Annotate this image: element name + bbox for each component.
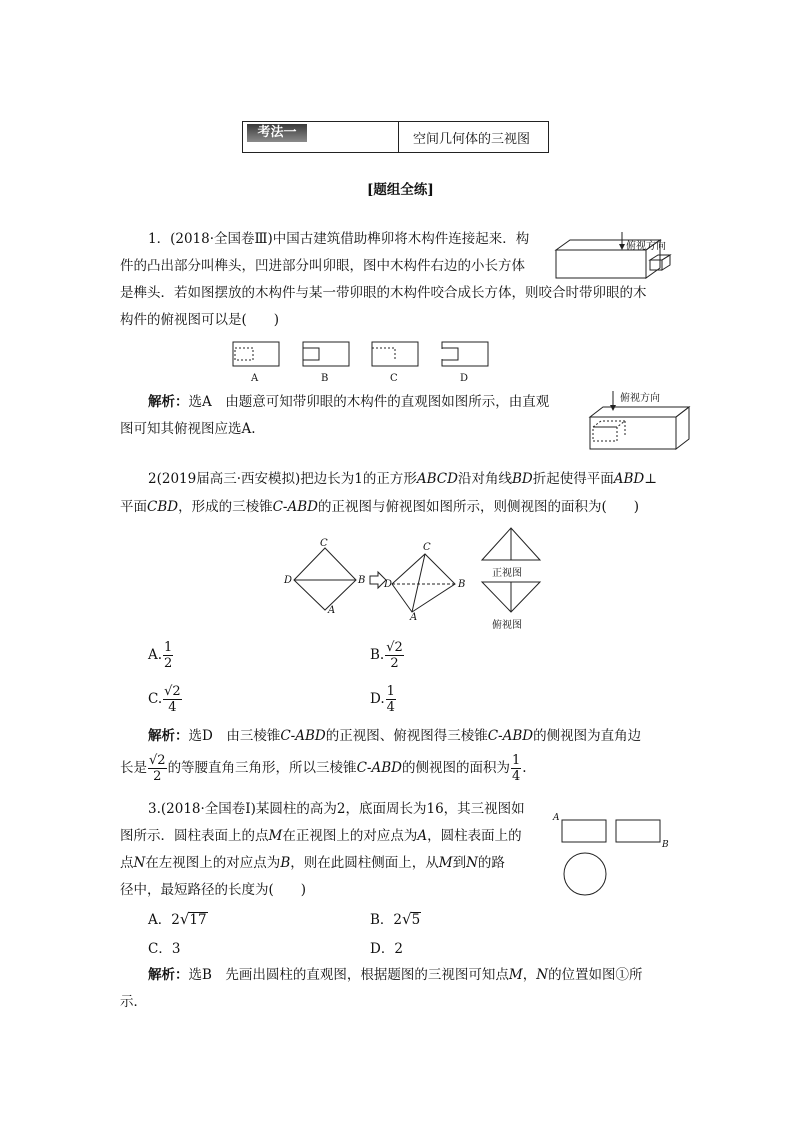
q3-line2: 图所示．圆柱表面上的点M在正视图上的对应点为A，圆柱表面上的 bbox=[120, 828, 522, 844]
q1-choice-figures bbox=[225, 340, 495, 370]
q2-pt-b2: B bbox=[458, 579, 466, 590]
top-view-triangle bbox=[482, 582, 540, 612]
q2-option-d: D. $\frac{1}{4}$ bbox=[370, 684, 395, 715]
q2-pt-a1: A bbox=[328, 605, 336, 616]
q3-fig-point-a: A bbox=[553, 813, 560, 823]
q2-pt-a2: A bbox=[410, 612, 418, 623]
q1-choice-d-label: D bbox=[460, 373, 469, 384]
method-label-tab bbox=[247, 124, 307, 142]
q3-line3: 点N在左视图上的对应点为B，则在此圆柱侧面上，从M到N的路 bbox=[120, 855, 505, 871]
q2-option-a: A. $\frac{1}{2}$ bbox=[148, 640, 173, 671]
method-label: 考法一 bbox=[257, 125, 297, 140]
q1-line4: 构件的俯视图可以是( ) bbox=[120, 312, 280, 328]
section-title: [题组全练] bbox=[367, 182, 434, 198]
q1-solution-view-label: 俯视方向 bbox=[620, 393, 660, 404]
q1-line3: 是榫头．若如图摆放的木构件与某一带卯眼的木构件咬合成长方体，则咬合时带卯眼的木 bbox=[120, 285, 647, 301]
q3-side-view-rect bbox=[616, 820, 660, 842]
q1-line1: 1．(2018·全国卷Ⅲ)中国古建筑借助榫卯将木构件连接起来．构 bbox=[148, 231, 530, 247]
method-header-box bbox=[242, 121, 549, 153]
q1-line2: 件的凸出部分叫榫头，凹进部分叫卯眼，图中木构件右边的小长方体 bbox=[120, 258, 525, 274]
q3-line1: 3.(2018·全国卷Ⅰ)某圆柱的高为2，底面周长为16，其三视图如 bbox=[148, 801, 525, 817]
q2-pt-c2: C bbox=[423, 542, 431, 553]
q2-pt-d2: D bbox=[384, 579, 393, 590]
q2-line2: 平面CBD，形成的三棱锥C-ABD的正视图与俯视图如图所示，则侧视图的面积为( ) bbox=[120, 499, 640, 515]
q2-top-view-label: 俯视图 bbox=[492, 620, 522, 631]
q1-choice-a-figure bbox=[233, 342, 279, 366]
q2-solution-line1: 解析：选D 由三棱锥C-ABD的正视图、俯视图得三棱锥C-ABD的侧视图为直角边 bbox=[148, 728, 642, 744]
header-title: 空间几何体的三视图 bbox=[413, 132, 531, 147]
q1-choice-c-figure bbox=[372, 342, 418, 366]
q2-option-c: C. $\frac{√2}{4}$ bbox=[148, 684, 181, 715]
q1-choice-a-label: A bbox=[251, 373, 259, 384]
front-view-triangle bbox=[482, 528, 540, 560]
q1-solution-line1: 解析：选A 由题意可知带卯眼的木构件的直观图如图所示，由直观 bbox=[148, 394, 550, 410]
q1-choice-b-figure bbox=[303, 342, 349, 366]
square-abcd bbox=[294, 548, 356, 610]
q2-pt-b1: B bbox=[358, 575, 366, 586]
q1-solution-line2: 图可知其俯视图应选A. bbox=[120, 421, 256, 437]
q3-option-b: B．2√5 bbox=[370, 910, 421, 928]
q2-solution-line2: 长是 $\frac{√2}{2}$ 的等腰直角三角形，所以三棱锥C-ABD的侧视图的面积为 $\frac{1}{4}$ . bbox=[120, 753, 527, 784]
q3-solution-line2: 示． bbox=[120, 994, 147, 1010]
q1-choice-b-label: B bbox=[321, 373, 329, 384]
q2-line1: 2(2019届高三·西安模拟)把边长为1的正方形ABCD沿对角线BD折起使得平面ABD⊥ bbox=[148, 471, 657, 487]
q3-line4: 径中，最短路径的长度为( ) bbox=[120, 882, 307, 898]
q3-solution-line1: 解析：选B 先画出圆柱的直观图，根据题图的三视图可知点M，N的位置如图①所 bbox=[148, 967, 643, 983]
q2-front-view-label: 正视图 bbox=[492, 568, 522, 579]
q1-choice-c-label: C bbox=[390, 373, 398, 384]
q1-view-direction-label: 俯视方向 bbox=[626, 241, 666, 252]
header-divider bbox=[398, 122, 399, 152]
q3-top-view-circle bbox=[564, 853, 606, 895]
q3-option-c: C．3 bbox=[148, 941, 181, 957]
q2-pt-d1: D bbox=[284, 575, 293, 586]
q3-fig-point-b: B bbox=[662, 840, 669, 850]
q3-option-d: D．2 bbox=[370, 941, 403, 957]
q3-three-view-figure bbox=[550, 812, 680, 902]
pyramid-c-abd bbox=[392, 554, 455, 612]
q2-option-b: B. $\frac{√2}{2}$ bbox=[370, 640, 403, 671]
q2-pt-c1: C bbox=[320, 538, 328, 549]
q1-choice-d-figure bbox=[442, 342, 488, 366]
q3-option-a: A．2√17 bbox=[148, 910, 207, 928]
q3-front-view-rect bbox=[562, 820, 606, 842]
